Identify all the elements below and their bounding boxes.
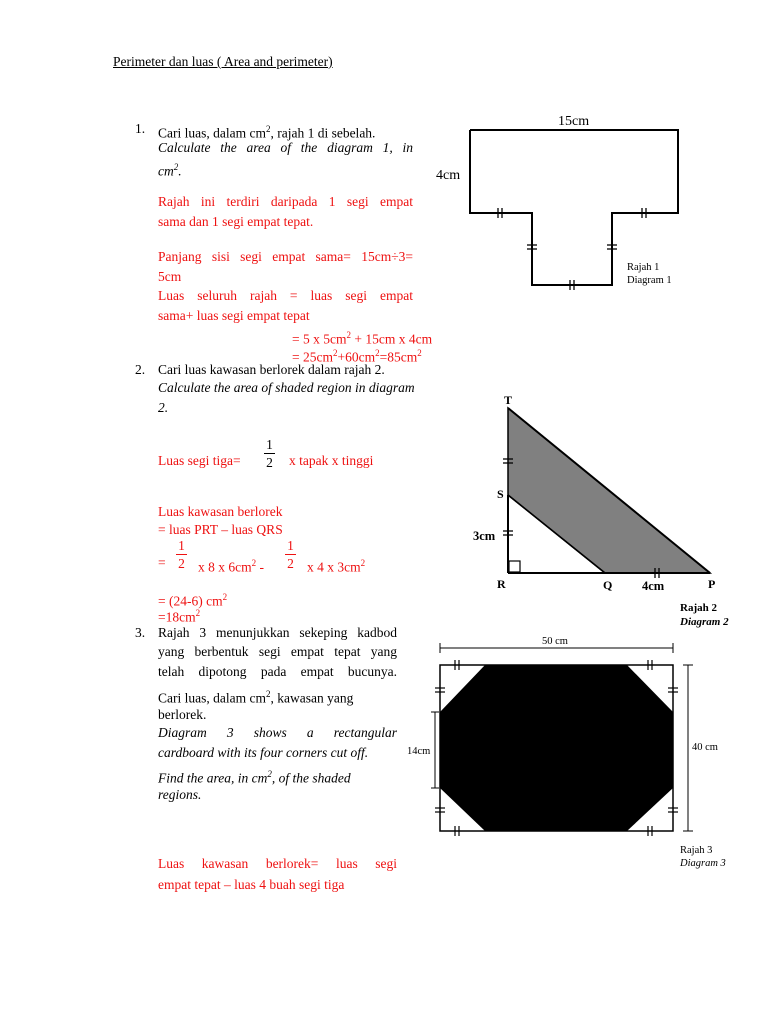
q3-english3: Find the area, in $cm^2$, of the shaded: [158, 769, 351, 786]
q3-number: 3.: [135, 625, 146, 640]
q1-answer-line3: Panjang sisi segi empat sama= 15cm÷3=: [158, 249, 413, 264]
q2-formula-label: Luas segi tiga=: [158, 453, 241, 468]
label-Q: Q: [603, 578, 613, 592]
q1-calc-line1: = 5 x $5cm^2 + 15cm$ x 4cm: [292, 330, 433, 347]
q3-line3: telah dipotong pada empat bucunya.: [158, 664, 397, 679]
diagram3-side-label: 14cm: [407, 746, 431, 757]
q2-english-line2: 2.: [158, 400, 169, 415]
diagram1-side-label: 4cm: [436, 168, 461, 183]
q2-result-line2: $=18cm^2$: [158, 608, 201, 625]
diagram-1: [420, 105, 700, 295]
q2-shaded-line1: Luas kawasan berlorek: [158, 504, 283, 519]
q2-formula-half: 1 2: [264, 437, 275, 470]
diagram3-width-label: 50 cm: [542, 636, 568, 647]
q1-answer-line4: 5cm: [158, 269, 182, 284]
q2-term1: x 8 x $6cm^2$ -: [198, 558, 264, 575]
q2-english-line1: Calculate the area of shaded region in diagram: [158, 380, 415, 395]
diagram2-qp-label: 4cm: [642, 579, 665, 593]
diagram3-shaded-octagon: [440, 665, 673, 831]
page-title: Perimeter dan luas ( Area and perimeter): [113, 54, 333, 69]
diagram2-caption2: Diagram 2: [680, 616, 729, 628]
q2-number: 2.: [135, 362, 146, 377]
q3-line5: berlorek.: [158, 707, 207, 722]
diagram3-caption1: Rajah 3: [680, 845, 713, 856]
q2-shaded-line2: = luas PRT – luas QRS: [158, 522, 283, 537]
q3-english2: cardboard with its four corners cut off.: [158, 745, 369, 760]
q2-eq-sign: =: [158, 555, 166, 570]
diagram-2: [465, 388, 755, 633]
q3-english4: regions.: [158, 787, 202, 802]
diagram2-caption1: Rajah 2: [680, 602, 717, 614]
diagram1-top-label: 15cm: [558, 114, 590, 129]
q1-answer-line5: Luas seluruh rajah = luas segi empat: [158, 288, 413, 303]
diagram1-caption1: Rajah 1: [627, 262, 660, 273]
q1-english-line2: $cm^2$.: [158, 162, 182, 179]
diagram1-tick-marks: [498, 208, 646, 290]
q1-number: 1.: [135, 121, 146, 136]
diagram-3: [405, 628, 745, 873]
q3-answer1: Luas kawasan berlorek= luas segi: [158, 856, 397, 871]
label-R: R: [497, 577, 506, 591]
label-S: S: [497, 487, 504, 501]
diagram3-caption2: Diagram 3: [680, 858, 726, 869]
q1-question: Cari luas, dalam $cm^2$, rajah 1 di sebelah.: [158, 124, 376, 141]
label-P: P: [708, 577, 716, 591]
q2-question: Cari luas kawasan berlorek dalam rajah 2.: [158, 362, 385, 377]
diagram2-rs-label: 3cm: [473, 529, 496, 543]
q2-formula-rest: x tapak x tinggi: [289, 453, 374, 468]
q2-half-2: 1 2: [285, 538, 296, 571]
label-T: T: [504, 393, 513, 407]
q3-line1: Rajah 3 menunjukkan sekeping kadbod: [158, 625, 397, 640]
q3-line4: Cari luas, dalam $cm^2$, kawasan yang: [158, 689, 354, 706]
diagram2-right-angle: [509, 561, 520, 572]
q2-result-line1: = (24-6) $cm^2$: [158, 592, 228, 609]
q1-calc-line2: = $25cm^2+60cm^2=85cm^2$: [292, 348, 422, 365]
q1-answer-line2: sama dan 1 segi empat tepat.: [158, 214, 314, 229]
q1-answer-line1: Rajah ini terdiri daripada 1 segi empat: [158, 194, 413, 209]
q2-half-1: 1 2: [176, 538, 187, 571]
q3-english1: Diagram 3 shows a rectangular: [158, 725, 397, 740]
q1-answer-line6: sama+ luas segi empat tepat: [158, 308, 310, 323]
diagram1-caption2: Diagram 1: [627, 275, 672, 286]
q3-answer2: empat tepat – luas 4 buah segi tiga: [158, 877, 345, 892]
q1-english-line1: Calculate the area of the diagram 1, in: [158, 140, 413, 155]
q3-line2: yang berbentuk segi empat tepat yang: [158, 644, 397, 659]
diagram3-height-label: 40 cm: [692, 742, 718, 753]
q2-term2: x 4 x $3cm^2$: [307, 558, 366, 575]
